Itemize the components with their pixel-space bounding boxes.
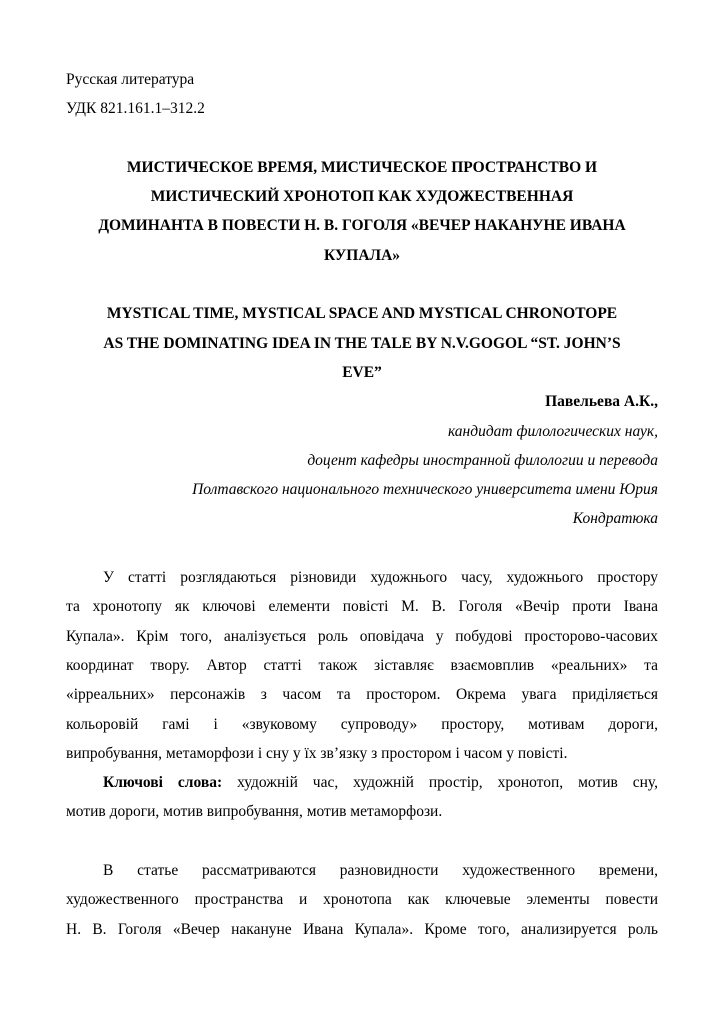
abstract-russian-line: В статье рассматриваются разновидности художественного времени, [103,862,658,880]
title-russian-line: МИСТИЧЕСКИЙ ХРОНОТОП КАК ХУДОЖЕСТВЕННАЯ [150,188,574,206]
spacer [66,270,658,299]
abstract-ukrainian-line: «ірреальних» персонажів з часом та простором. Окрема увага приділяється [66,686,658,704]
author-affiliation-line: кандидат филологических наук, [447,422,658,440]
author-name: Павельева А.К., [545,393,658,411]
author-affiliation [66,417,658,534]
udc-line: УДК 821.161.1–312.2 [66,100,205,118]
title-russian-line: ДОМИНАНТА В ПОВЕСТИ Н. В. ГОГОЛЯ «ВЕЧЕР НАКАНУНЕ ИВАНА [98,217,626,235]
author-affiliation-line: Кондратюка [572,510,658,528]
abstract-ukrainian-line: випробування, метаморфози і сну у їх зв’язку з простором і часом у повісті. [66,744,568,762]
rubric-line: Русская литература [66,71,195,88]
keywords-line-2: мотив дороги, мотив випробування, мотив метаморфози. [66,803,443,821]
abstract-ukrainian-line: кольоровій гамі і «звуковому супроводу» простору, мотивам дороги, [66,715,658,733]
spacer [66,124,658,153]
title-english [66,299,658,387]
abstract-russian-line: Н. В. Гоголя «Вечер накануне Ивана Купала». Кроме того, анализируется роль [66,920,658,938]
title-russian [66,153,658,270]
keywords-label: Ключові слова: [103,774,223,792]
abstract-ukrainian-line: та хронотопу як ключові елементи повісті М. В. Гоголя «Вечір проти Івана [66,598,658,616]
keywords-line-1 [66,768,658,797]
author-affiliation-line: доцент кафедры иностранной филологии и перевода [307,451,658,469]
abstract-ukrainian [66,563,658,768]
title-russian-line: МИСТИЧЕСКОЕ ВРЕМЯ, МИСТИЧЕСКОЕ ПРОСТРАНСТВО И [126,158,598,176]
spacer [66,827,658,856]
spacer [66,534,658,563]
title-english-line: EVE” [342,363,382,381]
abstract-ukrainian-line: У статті розглядаються різновиди художнього часу, художнього простору [103,569,658,587]
title-english-line: AS THE DOMINATING IDEA IN THE TALE BY N.V.GOGOL “ST. JOHN’S [103,334,621,352]
author-affiliation-line: Полтавского национального технического университета имени Юрия [192,481,658,499]
abstract-ukrainian-line: координат твору. Автор статті також зіставляє взаємовплив «реальних» та [66,656,658,674]
abstract-russian-line: художественного пространства и хронотопа как ключевые элементы повести [66,891,658,909]
title-english-line: MYSTICAL TIME, MYSTICAL SPACE AND MYSTICAL CHRONOTOPE [106,305,618,323]
abstract-russian [66,856,658,944]
title-russian-line: КУПАЛА» [323,246,401,264]
abstract-ukrainian-line: Купала». Крім того, аналізується роль оповідача у побудові просторово-часових [66,627,658,645]
keywords-text: художній час, художній простір, хронотоп, мотив сну, [222,774,659,792]
